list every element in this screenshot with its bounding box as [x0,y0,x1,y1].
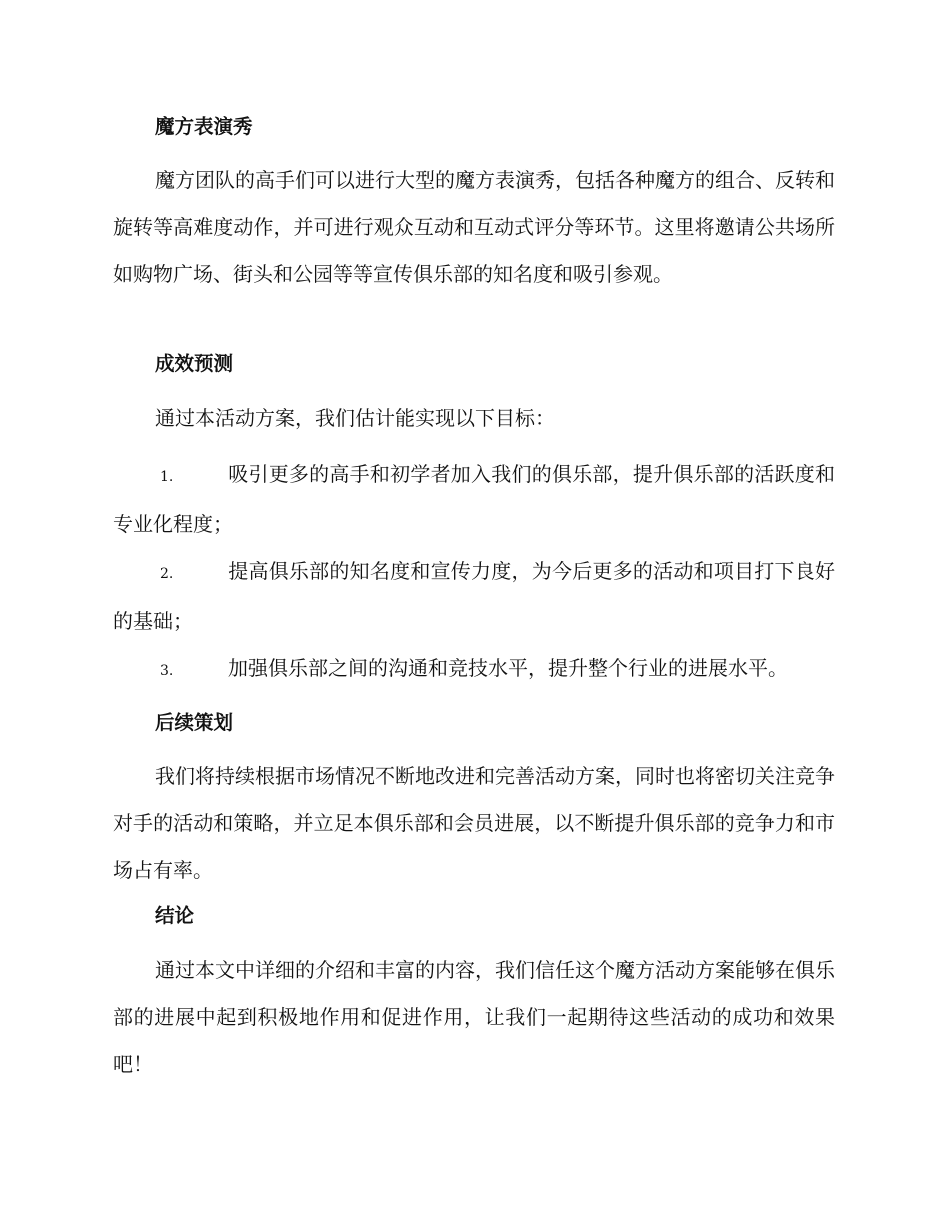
list-number: 3. [160,663,174,679]
paragraph-performance: 魔方团队的高手们可以进行大型的魔方表演秀，包括各种魔方的组合、反转和旋转等高难度动作，并可进行观众互动和互动式评分等环节。这里将邀请公共场所如购物广场、街头和公园等等宣传俱乐部的知名度和吸引参观。 [113,168,835,286]
list-item-3 [113,645,835,695]
paragraph-conclusion: 通过本文中详细的介绍和丰富的内容，我们信任这个魔方活动方案能够在俱乐部的进展中起到积极地作用和促进作用，让我们一起期待这些活动的成功和效果吧！ [113,958,835,1076]
section-heading-follow-up: 后续策划 [155,711,234,734]
list-item-2 [113,548,835,645]
section-heading-performance: 魔方表演秀 [155,115,253,138]
paragraph-follow-up: 我们将持续根据市场情况不断地改进和完善活动方案，同时也将密切关注竞争对手的活动和策略，并立足本俱乐部和会员进展，以不断提升俱乐部的竞争力和市场占有率。 [113,764,835,882]
list-item-text: 提高俱乐部的知名度和宣传力度，为今后更多的活动和项目打下良好的基础； [113,559,835,633]
list-number: 1. [160,469,174,485]
section-heading-conclusion: 结论 [155,904,195,927]
paragraph-expected-results-intro: 通过本活动方案，我们估计能实现以下目标： [155,406,555,430]
list-number: 2. [160,566,174,582]
section-heading-expected-results: 成效预测 [155,352,234,375]
list-item-text: 吸引更多的高手和初学者加入我们的俱乐部，提升俱乐部的活跃度和专业化程度； [113,462,835,536]
list-item-text: 加强俱乐部之间的沟通和竞技水平，提升整个行业的进展水平。 [228,656,788,680]
list-item-1 [113,451,835,548]
